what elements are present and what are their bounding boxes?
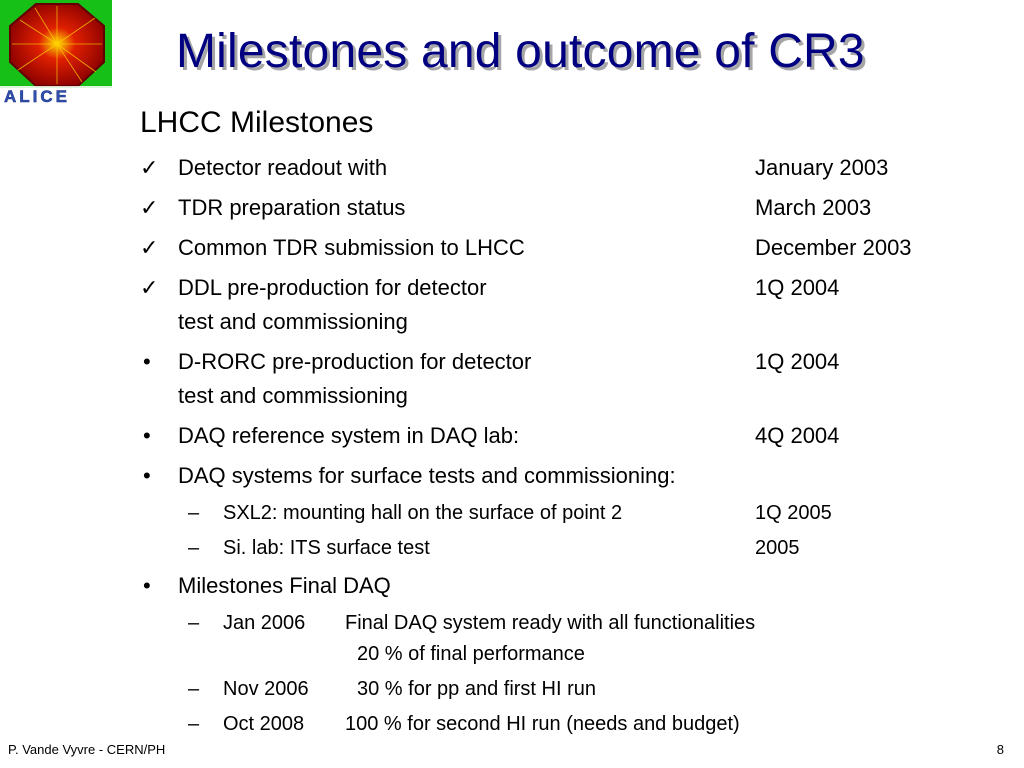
subitem-si-lab-text: Si. lab: ITS surface test: [223, 537, 430, 559]
dash-icon: –: [188, 537, 200, 559]
item-2-date: March 2003: [755, 195, 872, 220]
item-1-text: Detector readout with: [178, 155, 388, 180]
page-number: 8: [996, 742, 1004, 757]
dash-icon: –: [188, 678, 200, 700]
final-daq-nov-2006-text: 30 % for pp and first HI run: [357, 678, 597, 700]
dash-icon: –: [188, 612, 200, 634]
item-4-date: 1Q 2004: [755, 275, 840, 300]
bullet-icon: •: [143, 349, 151, 374]
item-3-date: December 2003: [755, 235, 912, 260]
check-icon: ✓: [140, 235, 159, 260]
item-5-date: 1Q 2004: [755, 349, 840, 374]
footer-author: P. Vande Vyvre - CERN/PH: [8, 742, 166, 757]
item-6-text: DAQ reference system in DAQ lab:: [178, 423, 520, 448]
final-daq-nov-2006-date: Nov 2006: [223, 678, 309, 700]
dash-icon: –: [188, 713, 200, 735]
slide-title: Milestones and outcome of CR3: [176, 25, 865, 78]
bullet-icon: •: [143, 463, 151, 488]
item-8-text: Milestones Final DAQ: [178, 573, 391, 598]
subitem-si-lab-date: 2005: [755, 537, 800, 559]
check-icon: ✓: [140, 155, 159, 180]
item-1-date: January 2003: [755, 155, 889, 180]
item-4-text-cont: test and commissioning: [178, 309, 408, 334]
final-daq-oct-2008-text: 100 % for second HI run (needs and budget): [345, 713, 740, 735]
final-daq-jan-2006-text-cont: 20 % of final performance: [357, 643, 585, 665]
final-daq-jan-2006-text: Final DAQ system ready with all functionalities: [345, 612, 756, 634]
alice-logo-text: ALICE: [4, 87, 70, 104]
final-daq-oct-2008-date: Oct 2008: [223, 713, 305, 735]
subitem-sxl2-text: SXL2: mounting hall on the surface of point 2: [223, 502, 623, 524]
item-5-text: D-RORC pre-production for detector: [178, 349, 532, 374]
alice-logo: [0, 0, 118, 104]
final-daq-jan-2006-date: Jan 2006: [223, 612, 306, 634]
item-3-text: Common TDR submission to LHCC: [178, 235, 525, 260]
bullet-icon: •: [143, 573, 151, 598]
item-2-text: TDR preparation status: [178, 195, 406, 220]
item-7-text: DAQ systems for surface tests and commissioning:: [178, 463, 676, 488]
check-icon: ✓: [140, 195, 159, 220]
item-6-date: 4Q 2004: [755, 423, 840, 448]
bullet-icon: •: [143, 423, 151, 448]
item-4-text: DDL pre-production for detector: [178, 275, 487, 300]
subitem-sxl2-date: 1Q 2005: [755, 502, 832, 524]
dash-icon: –: [188, 502, 200, 524]
check-icon: ✓: [140, 275, 159, 300]
item-5-text-cont: test and commissioning: [178, 383, 408, 408]
section-heading: LHCC Milestones: [140, 106, 374, 139]
